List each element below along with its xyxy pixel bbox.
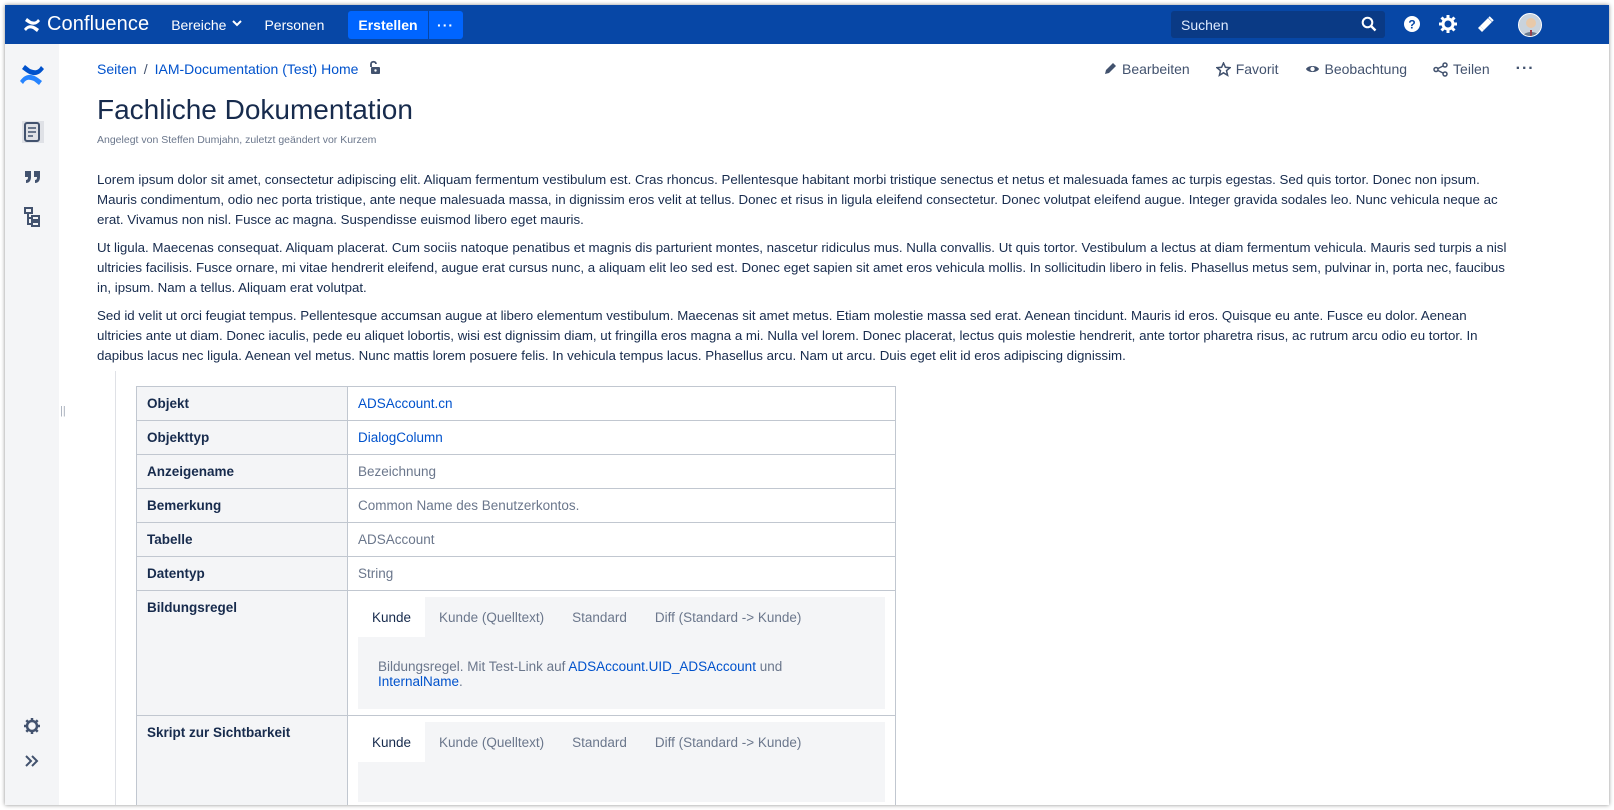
create-button[interactable]: Erstellen [348,11,427,39]
property-label: Bildungsregel [137,591,348,716]
page-title: Fachliche Dokumentation [97,94,413,125]
property-value: ADSAccount [348,523,896,557]
property-label: Objekttyp [137,421,348,455]
app-window [5,5,1609,805]
tab-kunde-quelltext[interactable]: Kunde (Quelltext) [439,734,545,750]
edit-button[interactable] [1103,61,1190,77]
property-label: Objekt [137,387,348,421]
objekttyp-link[interactable]: DialogColumn [358,430,443,445]
chevron-down-icon [232,19,242,30]
section-indent-line [115,371,116,805]
table-row [137,421,896,455]
tab-diff[interactable]: Diff (Standard -> Kunde) [654,609,802,625]
rule-text-prefix: Bildungsregel. Mit Test-Link auf [378,659,569,674]
sidebar [5,44,59,805]
nav-spaces[interactable] [171,17,242,33]
uid-adsaccount-link[interactable]: ADSAccount.UID_ADSAccount [568,659,756,674]
svg-text:?: ? [1408,17,1416,32]
table-row [137,489,896,523]
create-more-button[interactable]: ··· [429,11,463,39]
nav-spaces-label: Bereiche [171,16,227,33]
share-icon [1433,62,1448,77]
confluence-icon [23,17,41,33]
rule-text-mid: und [755,659,783,674]
breadcrumb [97,60,382,78]
confluence-logo[interactable] [23,13,149,36]
table-row [137,387,896,421]
skript-tabs [358,722,885,802]
pencil-icon [1103,62,1117,76]
breadcrumb-home-link[interactable]: IAM-Documentation (Test) Home [154,61,359,77]
user-avatar[interactable] [1518,13,1542,37]
share-label: Teilen [1453,61,1490,77]
eye-icon [1305,63,1320,75]
table-row [137,557,896,591]
edit-label: Bearbeiten [1122,61,1190,77]
help-icon[interactable] [1403,15,1421,38]
search-icon [1361,16,1377,35]
watch-label: Beobachtung [1324,61,1408,77]
tab-standard[interactable]: Standard [572,609,627,625]
tab-kunde[interactable]: Kunde [358,597,425,637]
property-value: Common Name des Benutzerkontos. [348,489,896,523]
nav-people[interactable] [264,17,324,33]
internalname-link[interactable]: InternalName [378,674,460,689]
property-label: Datentyp [137,557,348,591]
paragraph-1: Lorem ipsum dolor sit amet, consectetur adipiscing elit. Aliquam fermentum vestibulum est. Cras rhoncus. Pellentesque habitant morbi tristique senectus et netus et malesuada fames ac turpis egestas. Sed quis tortor. Donec non ipsum. Mauris condimentum, odio nec porta tristique, ante neque malesuada massa, in dignissim eros velit at tellus. Donec et risus in ligula eleifend consectetur. Donec volutpat eleifend augue. Integer gravida sodales leo. Nunc vehicula neque ac erat. Vivamus non nisl. Fusce ac magna. Suspendisse euismod libero eget mauris. [97,172,1498,227]
search-placeholder: Suchen [1181,16,1229,33]
property-value [348,421,896,455]
properties-table [136,386,896,805]
favorite-label: Favorit [1235,61,1279,77]
tab-bar [358,722,885,762]
paragraph-3: Sed id velit ut orci feugiat tempus. Pellentesque accumsan augue at libero elementum vestibulum. Maecenas sit amet metus. Etiam molestie massa sed erat. Aenean tincidunt. Mauris id eros. Quisque eu ante. Fusce eu dolor. Aenean ultricies ante ut diam. Donec iaculis, pede eu aliquet lobortis, wisi est dignissim diam, ut fringilla eros magna a mi. Nulla vel lorem. Donec placerat, lectus quis molestie hendrerit, ante tortor pharetra risus, ac rutrum arcu odio eu tortor. In dapibus lacus nec ligula. Aenean vel metus. Nunc mattis lorem posuere felis. In vehicula tempus lacus. Phasellus arcu. Nam ut arcu. Duis eget elit id eros adipiscing dignissim. [97,308,1478,363]
property-value [348,387,896,421]
tab-content [358,637,885,709]
property-label: Tabelle [137,523,348,557]
page-tree-icon[interactable] [23,206,43,233]
unlock-restrictions-icon[interactable] [368,60,382,78]
notifications-megaphone-icon[interactable] [1477,15,1495,38]
tab-diff[interactable]: Diff (Standard -> Kunde) [654,734,802,750]
table-row [137,591,896,716]
settings-gear-icon[interactable] [1439,15,1457,38]
paragraph-2: Ut ligula. Maecenas consequat. Aliquam placerat. Cum sociis natoque penatibus et magnis dis parturient montes, nascetur ridiculus mus. Nulla convallis. Ut quis tortor. Vestibulum a lectus at diam fermentum vehicula. Mauris sed turpis a nisl ultricies facilisis. Fusce ornare, mi vitae hendrerit eleifend, augue erat cursus nunc, a aliquam elit leo sed est. Donec eget sapien sit amet eros vehicula mollis. In sollicitudin libero in felis. Phasellus metus sem, pulvinar in, porta nec, faucibus in, ipsum. Nam a tellus. Aliquam erat volutpat. [97,240,1507,295]
table-row [137,523,896,557]
page-byline: Angelegt von Steffen Dumjahn, zuletzt geändert vor Kurzem [97,134,377,146]
table-row [137,716,896,806]
rule-text-suffix: . [459,674,463,689]
property-value [348,716,896,806]
confluence-space-logo-icon[interactable] [19,63,45,92]
favorite-button[interactable] [1216,61,1279,77]
more-actions-button[interactable]: ··· [1515,60,1535,77]
property-label: Skript zur Sichtbarkeit [137,716,348,806]
tab-bar [358,597,885,637]
tab-standard[interactable]: Standard [572,734,627,750]
space-settings-gear-icon[interactable] [23,717,41,740]
page-actions [1103,60,1535,78]
share-button[interactable] [1433,61,1490,77]
property-value [348,591,896,716]
star-icon [1216,62,1231,77]
brand-name: Confluence [47,13,150,35]
breadcrumb-pages-link[interactable]: Seiten [97,61,137,77]
bildungsregel-tabs [358,597,885,709]
property-value: Bezeichnung [348,455,896,489]
property-label: Bemerkung [137,489,348,523]
watch-button[interactable] [1305,61,1408,77]
nav-people-label: Personen [264,16,325,33]
top-navigation [5,5,1609,44]
blog-quote-icon[interactable] [23,167,43,190]
objekt-link[interactable]: ADSAccount.cn [358,396,453,411]
sidebar-resize-handle[interactable]: || [60,405,66,417]
tab-kunde-quelltext[interactable]: Kunde (Quelltext) [439,609,545,625]
table-row [137,455,896,489]
expand-sidebar-icon[interactable] [24,754,40,773]
pages-icon[interactable] [22,121,44,148]
tab-kunde[interactable]: Kunde [358,722,425,762]
search-input[interactable] [1171,11,1385,38]
property-value: String [348,557,896,591]
property-label: Anzeigename [137,455,348,489]
breadcrumb-separator: / [143,61,148,77]
